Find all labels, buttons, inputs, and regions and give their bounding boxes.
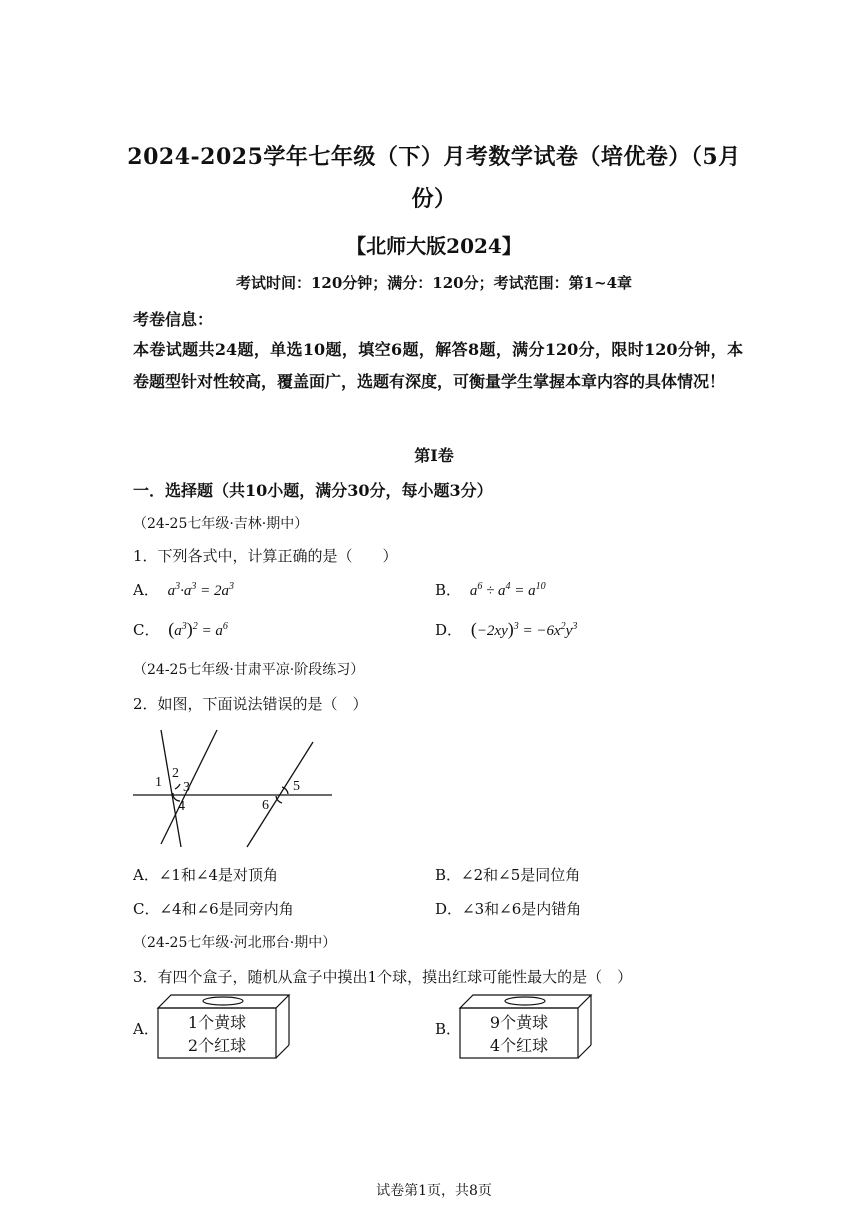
- page-footer: 试卷第1页，共8页: [376, 1183, 492, 1199]
- q1-option-a: [133, 579, 234, 600]
- q1-option-d: [435, 619, 577, 640]
- q2-stem: 2．如图，下面说法错误的是（ ）: [133, 695, 368, 713]
- q3-stem: 3．有四个盒子，随机从盒子中摸出1个球，摸出红球可能性最大的是（ ）: [133, 968, 633, 986]
- q2-option-c: C．∠4和∠6是同旁内角: [133, 900, 294, 918]
- q1-option-c: [133, 619, 228, 640]
- q3-box-a-line2: 2个红球: [187, 1036, 247, 1055]
- q3-box-a-slot: [203, 997, 243, 1005]
- q2-arc-2: [175, 784, 180, 789]
- q3-box-b-line2: 4个红球: [489, 1036, 549, 1055]
- q1-option-c-formula: $(a^3)^2 = a^6$: [168, 619, 228, 639]
- q2-option-b: B．∠2和∠5是同位角: [435, 866, 581, 884]
- q1-source: （24-25七年级·吉林·期中）: [133, 516, 309, 532]
- q3-box-a-line1: 1个黄球: [187, 1013, 247, 1032]
- q1-option-d-label: D．: [435, 621, 463, 639]
- q3-box-a: [155, 992, 295, 1062]
- q3-option-a-label: A．: [133, 1020, 159, 1038]
- section-heading: 一．选择题（共10小题，满分30分，每小题3分）: [133, 481, 493, 500]
- q1-option-b-formula: $a^6 \div a^4 = a^{10}$: [469, 581, 546, 599]
- q2-option-d: D．∠3和∠6是内错角: [435, 900, 582, 918]
- q2-figure: [130, 722, 345, 852]
- q1-option-a-formula: $a^3\cdot a^3 = 2a^3$: [167, 581, 234, 599]
- volume-label: 第Ⅰ卷: [414, 446, 454, 465]
- q3-source: （24-25七年级·河北邢台·期中）: [133, 935, 337, 951]
- q1-option-b: [435, 579, 546, 600]
- q2-label-6: 6: [262, 798, 269, 813]
- q1-option-b-label: B．: [435, 581, 462, 599]
- exam-title-line2: 份）: [411, 186, 457, 212]
- q1-option-d-formula: $(-2xy)^3 = -6x^2y^3$: [470, 619, 578, 639]
- q3-box-b: [457, 992, 597, 1062]
- q2-transversal-left-steep: [161, 730, 181, 847]
- q3-box-b-slot: [505, 997, 545, 1005]
- q2-option-a: A．∠1和∠4是对顶角: [133, 866, 279, 884]
- q1-option-a-label: A．: [133, 581, 159, 599]
- exam-meta: 考试时间：120分钟；满分：120分；考试范围：第1~4章: [235, 274, 633, 292]
- info-heading: 考卷信息：: [133, 310, 214, 329]
- q3-option-b-label: B．: [435, 1020, 462, 1038]
- info-text: 本卷试题共24题，单选10题，填空6题，解答8题，满分120分，限时120分钟，本卷题型针对性较高，覆盖面广，选题有深度，可衡量学生掌握本章内容的具体情况！: [133, 340, 743, 391]
- edition-label: 【北师大版2024】: [346, 234, 522, 258]
- q3-box-b-line1: 9个黄球: [489, 1013, 549, 1032]
- q2-label-5: 5: [293, 779, 300, 794]
- exam-title-line1: 2024-2025学年七年级（下）月考数学试卷（培优卷）（5月: [127, 144, 741, 170]
- q1-stem: 1．下列各式中，计算正确的是（ ）: [133, 547, 398, 565]
- q2-label-4: 4: [178, 799, 185, 814]
- q2-label-2: 2: [172, 766, 179, 781]
- q2-label-3: 3: [183, 780, 190, 795]
- q1-option-c-label: C．: [133, 621, 160, 639]
- q2-label-1: 1: [155, 775, 162, 790]
- q2-source: （24-25七年级·甘肃平凉·阶段练习）: [133, 662, 365, 678]
